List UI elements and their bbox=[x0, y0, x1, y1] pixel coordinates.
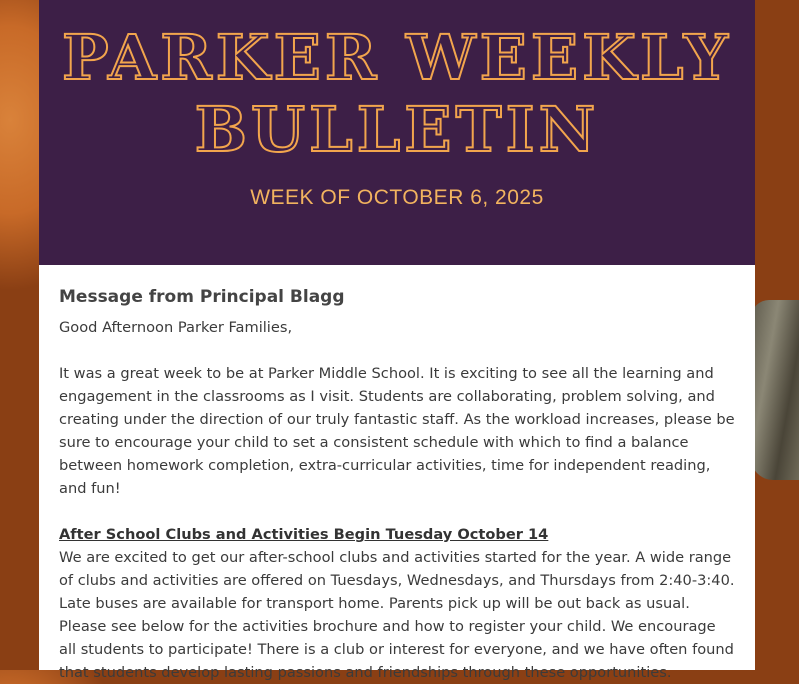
clubs-heading: After School Clubs and Activities Begin Tuesday October 14 bbox=[59, 526, 549, 543]
greeting-text: Good Afternoon Parker Families, bbox=[59, 319, 293, 336]
bulletin-title-line2: BULLETIN bbox=[194, 93, 600, 166]
principal-message-heading: Message from Principal Blagg bbox=[59, 287, 345, 307]
clubs-paragraph: We are excited to get our after-school clubs and activities started for the year. A wide range of clubs and activities are offered on Tuesdays, Wednesdays, and Thursdays from 2:40-3:40. Late buses are available for transport home. Parents pick up will be out back as usual. Please see below for the activities brochure and how to register your child. We encourage all students to participate! There is a club or interest for everyone, and we have often found that students develop lasting passions and friendships through these opportunities. bbox=[59, 549, 735, 681]
intro-paragraph: It was a great week to be at Parker Middle School. It is exciting to see all the learning and engagement in the classrooms as I visit. Students are collaborating, problem solving, and creating under the direction of our truly fantastic staff. As the workload increases, please be sure to encourage your child to set a consistent schedule with which to find a balance between homework completion, extra-curricular activities, time for independent reading, and fun! bbox=[59, 365, 735, 497]
pumpkin-stem-decoration bbox=[751, 300, 799, 480]
bulletin-card bbox=[39, 0, 755, 681]
bulletin-title bbox=[39, 22, 755, 166]
bulletin-content bbox=[39, 265, 755, 684]
clubs-section bbox=[59, 523, 735, 684]
bulletin-title-line1: PARKER WEEKLY bbox=[62, 21, 732, 94]
bulletin-banner bbox=[39, 0, 755, 265]
week-of-date: WEEK OF OCTOBER 6, 2025 bbox=[250, 186, 544, 209]
